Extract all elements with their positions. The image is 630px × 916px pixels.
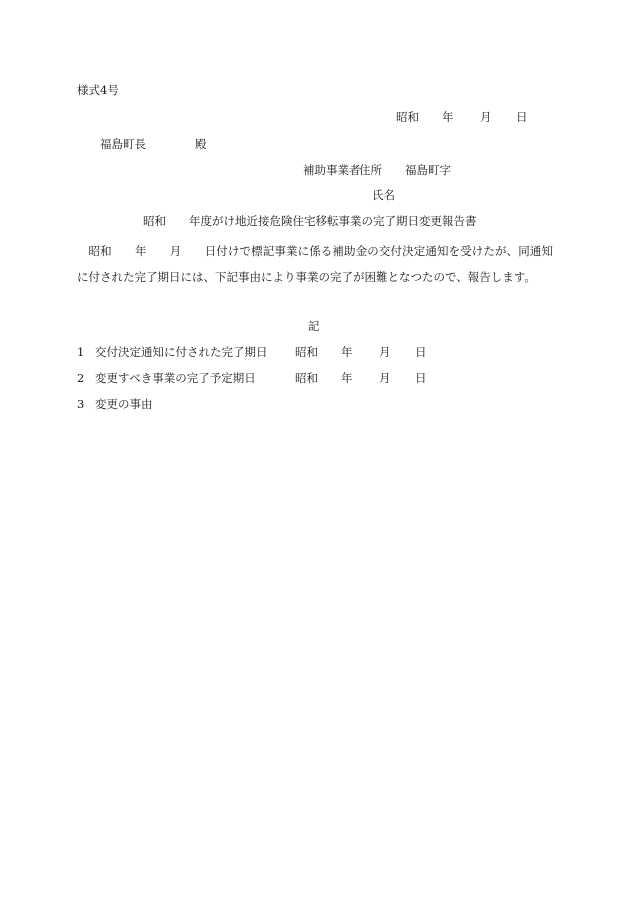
addressee-name: 福島町長 xyxy=(100,137,146,151)
date-month-unit: 月 xyxy=(480,110,492,124)
item-era: 昭和 xyxy=(295,345,318,359)
applicant-address-line xyxy=(303,162,451,178)
addressee-honorific: 殿 xyxy=(195,137,207,151)
item-number: 2 xyxy=(77,371,85,385)
list-item xyxy=(77,396,153,412)
ki-heading: 記 xyxy=(308,319,320,333)
title-era: 昭和 xyxy=(143,214,166,228)
report-title xyxy=(143,213,477,229)
address-value: 福島町字 xyxy=(405,163,451,177)
item-number: 3 xyxy=(77,397,85,411)
item-day-unit: 日 xyxy=(415,371,427,385)
item-text: 変更の事由 xyxy=(95,397,153,411)
date-day-unit: 日 xyxy=(516,110,528,124)
list-item xyxy=(77,344,427,360)
applicant-name-label: 氏名 xyxy=(372,188,395,202)
applicant-role: 補助事業者 xyxy=(303,163,361,177)
addressee-line xyxy=(100,136,207,152)
item-text: 交付決定通知に付された完了期日 xyxy=(95,345,268,359)
item-day-unit: 日 xyxy=(415,345,427,359)
item-month-unit: 月 xyxy=(379,371,391,385)
form-number: 様式4号 xyxy=(77,83,119,97)
item-month-unit: 月 xyxy=(379,345,391,359)
title-text: 年度がけ地近接危険住宅移転事業の完了期日変更報告書 xyxy=(189,214,477,228)
list-item xyxy=(77,370,427,386)
item-year-unit: 年 xyxy=(341,345,353,359)
item-number: 1 xyxy=(77,345,85,359)
item-era: 昭和 xyxy=(295,371,318,385)
body-paragraph: 昭和 年 月 日付けで標記事業に係る補助金の交付決定通知を受けたが、同通知に付された完了期日には、下記事由により事業の完了が困難となつたので、報告します。 xyxy=(77,244,553,284)
report-date-line xyxy=(396,109,528,125)
item-year-unit: 年 xyxy=(341,371,353,385)
date-era: 昭和 xyxy=(396,110,419,124)
item-text: 変更すべき事業の完了予定期日 xyxy=(95,371,256,385)
address-label: 住所 xyxy=(359,163,382,177)
date-year-unit: 年 xyxy=(442,110,454,124)
